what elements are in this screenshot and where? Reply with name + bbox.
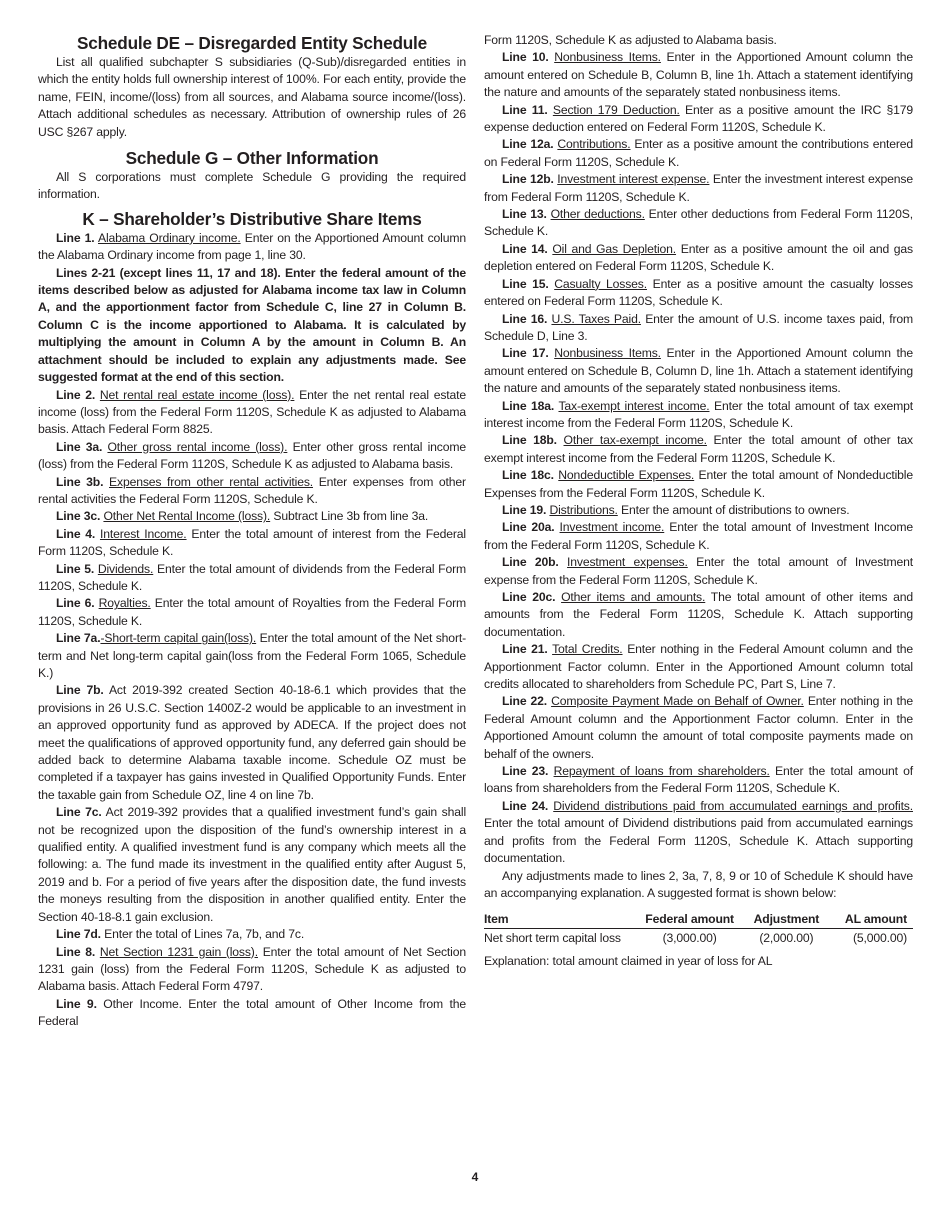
line-title: Net rental real estate income (loss). (99, 387, 295, 402)
line-text: Other Income. Enter the total amount of Other Income from the Federal (38, 996, 467, 1029)
line-label: Line 11. (502, 102, 548, 117)
line-label: Line 20c. (502, 590, 556, 604)
table-header-item: Item (484, 912, 509, 927)
line-label: Line 2. (56, 387, 96, 402)
line-10 (484, 49, 913, 101)
line-7d (38, 926, 466, 943)
line-title: Interest Income. (99, 526, 187, 541)
line-3a (38, 439, 466, 474)
line-label: Line 12b. (502, 172, 554, 187)
line-text: Enter as a positive amount the casualty losses entered on Federal Form 1120S, Schedule K. (484, 276, 913, 309)
line-label: Line 10. (502, 50, 549, 65)
line-23 (484, 763, 913, 798)
line-text: Enter in the Apportioned Amount column the amount entered on Schedule B, Column D, line 1h. Attach a statement identifying the nature and amounts of the separately stated nonbusiness items. (484, 346, 913, 396)
lines-2-21-instructions: Lines 2-21 (except lines 11, 17 and 18). Enter the federal amount of the items described below as adjusted for Alabama income tax law in Column A, and the apportionment factor from Schedule C, line 27 in Column B. Column C is the income apportioned to Alabama. It is calculated by multiplying the amount in Column A by the amount in Column B. An attachment should be included to explain any adjustments made. See suggested format at the end of this section. (38, 265, 466, 385)
line-text: The total amount of other items and amounts from the Federal Form 1120S, Schedule K. Attach supporting documentation. (484, 590, 913, 639)
line-title: Oil and Gas Depletion. (552, 241, 677, 256)
line-22 (484, 693, 913, 763)
line-title: -Short-term capital gain(loss). (100, 631, 257, 646)
line-label: Line 3b. (56, 474, 104, 489)
line-text: Enter in the Apportioned Amount column the amount entered on Schedule B, Column B, line 1h. Attach a statement identifying the nature and amounts of the separately stated nonbusiness items. (484, 50, 913, 100)
line-text: Enter the net rental real estate income (loss) from the Federal Form 1120S, Schedule K as adjusted to Alabama basis. Attach Federal Form 8825. (38, 387, 466, 437)
line-label: Line 7d. (56, 927, 101, 942)
line-label: Line 7a. (56, 631, 101, 646)
line-label: Line 1. (56, 230, 95, 245)
line-3c (38, 508, 466, 525)
line-title: Tax-exempt interest income. (558, 398, 710, 413)
line-text: Enter the total amount of dividends from the Federal Form 1120S, Schedule K. (38, 561, 466, 593)
line-20b (484, 554, 913, 589)
line-label: Line 6. (56, 596, 95, 611)
line-19 (484, 502, 913, 519)
table-header-federal-amount: Federal amount (645, 912, 734, 927)
line-title: Net Section 1231 gain (loss). (99, 944, 258, 959)
line-text: Enter the total amount of Investment expense from the Federal Form 1120S, Schedule K. (484, 555, 913, 587)
line-label: Line 7c. (56, 805, 102, 820)
line-text: Enter the total amount of Dividend distributions paid from accumulated earnings and profits from the Federal Form 1120S, Schedule K. Attach supporting documentation. (484, 816, 913, 866)
line-20c (484, 589, 913, 641)
line-text: Enter the total amount of other tax exempt interest income from the Federal Form 1120S, Schedule K. (484, 433, 913, 465)
schedule-k-title: K – Shareholder’s Distributive Share Items (82, 208, 422, 229)
line-5 (38, 561, 466, 596)
page-number: 4 (471, 1170, 479, 1184)
line-label: Line 22. (502, 694, 548, 709)
left-column (38, 32, 466, 1031)
line-9-continued: Form 1120S, Schedule K as adjusted to Alabama basis. (484, 33, 777, 47)
line-7c (38, 804, 466, 926)
line-text: Enter as a positive amount the contributions entered on Federal Form 1120S, Schedule K. (484, 137, 913, 169)
line-label: Line 9. (56, 996, 97, 1011)
line-title: Other items and amounts. (561, 590, 706, 604)
line-2 (38, 387, 466, 439)
line-label: Line 23. (502, 764, 549, 779)
line-title: Total Credits. (552, 642, 623, 657)
table-header-row (484, 910, 913, 929)
line-title: Casualty Losses. (554, 276, 647, 291)
line-text: Enter nothing in the Federal Amount column and the Apportionment Factor column. Enter in the Apportioned Amount column total credits allocated to shareholders from Schedule PC, Part S, Line 7. (484, 642, 913, 692)
line-text: Enter the total amount of the Net short-term and Net long-term capital gain(loss from the Federal Form 1065, Schedule K.) (38, 631, 466, 680)
line-title: Repayment of loans from shareholders. (553, 764, 770, 779)
line-title: Other Net Rental Income (loss). (103, 509, 271, 524)
line-12b (484, 171, 913, 206)
adjustment-example-table (484, 910, 913, 947)
line-label: Line 24. (502, 798, 549, 813)
line-text: Enter the total of Lines 7a, 7b, and 7c. (100, 927, 305, 942)
line-label: Line 3c. (56, 509, 101, 524)
line-text: Act 2019-392 created Section 40-18-6.1 which provides that the provisions in 26 U.S.C. Section 1400Z-2 would be applicable to an investment in an approved opportunity fund as approved by ADECA. If the project does not meet the qualifications of approved opportunity fund, any deferred gain should be added back to determine Alabama taxable income. Schedule OZ must be completed if a taxpayer has gains invested in Qualified Opportunity Funds. Enter the taxable gain from Schedule OZ, line 4 on line 7b. (38, 683, 466, 802)
line-6 (38, 595, 466, 630)
line-label: Line 13. (502, 207, 547, 222)
line-label: Line 4. (56, 526, 96, 541)
line-24 (484, 798, 913, 868)
table-cell-item: Net short term capital loss (484, 931, 621, 946)
line-title: Contributions. (557, 137, 631, 152)
line-text: Enter other gross rental income (loss) from the Federal Form 1120S, Schedule K as adjusted to Alabama basis. (38, 439, 466, 472)
line-7b (38, 682, 466, 804)
line-title: Other tax-exempt income. (563, 433, 707, 448)
line-title: Composite Payment Made on Behalf of Owner. (551, 694, 804, 709)
line-label: Line 18c. (502, 468, 554, 483)
line-label: Line 18a. (502, 398, 555, 413)
schedule-g-title: Schedule G – Other Information (125, 148, 379, 169)
line-7a (38, 630, 466, 682)
line-title: Distributions. (549, 502, 618, 517)
line-text: Enter the amount of U.S. income taxes paid, from Schedule D, Line 3. (484, 311, 913, 343)
line-13 (484, 206, 913, 241)
line-text: Enter other deductions from Federal Form 1120S, Schedule K. (484, 207, 914, 239)
line-title: Investment interest expense. (557, 172, 710, 187)
line-text: Enter the total amount of Royalties from the Federal Form 1120S, Schedule K. (38, 596, 466, 628)
explanation: Explanation: total amount claimed in year of loss for AL (484, 954, 773, 969)
line-text: Enter the total amount of Investment Income from the Federal Form 1120S, Schedule K. (484, 520, 913, 552)
line-title: Section 179 Deduction. (552, 102, 680, 117)
schedule-de-title: Schedule DE – Disregarded Entity Schedule (77, 33, 427, 53)
line-text: Enter nothing in the Federal Amount column and the Apportionment Factor column. Enter in the Apportioned Amount column the amount of total composite payments made on behalf of the owners. (484, 694, 913, 761)
line-text: Subtract Line 3b from line 3a. (270, 509, 429, 524)
line-9 (38, 996, 466, 1031)
line-label: Line 18b. (502, 433, 557, 448)
table-cell-adjustment: (2,000.00) (759, 931, 814, 946)
line-18c (484, 467, 913, 502)
line-title: Other deductions. (550, 207, 645, 222)
line-title: U.S. Taxes Paid. (551, 311, 641, 326)
line-16 (484, 311, 913, 346)
line-text: Enter the total amount of Nondeductible Expenses from the Federal Form 1120S, Schedule K. (484, 468, 913, 500)
right-column (484, 32, 913, 971)
line-3b (38, 474, 466, 509)
line-20a (484, 519, 913, 554)
adjustments-note: Any adjustments made to lines 2, 3a, 7, 8, 9 or 10 of Schedule K should have an accompanying explanation. A suggested format is shown below: (484, 868, 913, 900)
line-12a (484, 136, 913, 171)
line-text: Enter the total amount of tax exempt interest income from the Federal Form 1120S, Schedule K. (484, 398, 914, 430)
line-title: Dividends. (97, 561, 154, 576)
line-15 (484, 276, 913, 311)
line-label: Line 3a. (56, 439, 103, 454)
line-title: Investment income. (559, 520, 665, 535)
table-row (484, 929, 913, 948)
line-title: Nonbusiness Items. (554, 50, 661, 65)
line-label: Line 20b. (502, 555, 559, 570)
line-text: Enter the amount of distributions to owners. (617, 502, 850, 517)
schedule-de-body: List all qualified subchapter S subsidiaries (Q-Sub)/disregarded entities in which the entity holds full ownership interest of 100%. For each entity, provide the name, FEIN, income/(loss) from all sources, and Alabama source income/(loss). Attach additional schedules as necessary. Attribution of ownership rules of 26 USC §267 apply. (38, 55, 466, 139)
line-text: Enter as a positive amount the oil and gas depletion entered on Federal Form 1120S, Schedule K. (484, 241, 913, 274)
line-label: Line 15. (502, 276, 549, 291)
line-18a (484, 398, 913, 433)
line-label: Line 5. (56, 561, 95, 576)
line-label: Line 7b. (56, 683, 104, 698)
line-title: Expenses from other rental activities. (109, 474, 313, 489)
line-4 (38, 526, 466, 561)
line-label: Line 20a. (502, 520, 555, 535)
line-label: Line 19. (502, 502, 547, 517)
line-title: Nonbusiness Items. (554, 346, 661, 361)
line-1 (38, 230, 466, 265)
table-header-adjustment: Adjustment (753, 912, 820, 927)
line-label: Line 12a. (502, 137, 554, 152)
line-11 (484, 102, 913, 137)
line-title: Other gross rental income (loss). (107, 439, 288, 454)
line-label: Line 14. (502, 241, 548, 256)
line-label: Line 21. (502, 642, 548, 657)
line-label: Line 8. (56, 944, 96, 959)
line-title: Dividend distributions paid from accumulated earnings and profits. (553, 798, 913, 813)
line-8 (38, 944, 466, 996)
line-label: Line 16. (502, 311, 548, 326)
line-18b (484, 432, 913, 467)
line-text: Enter as a positive amount the IRC §179 expense deduction entered on Federal Form 1120S, Schedule K. (484, 102, 913, 135)
line-text: Enter the investment interest expense from Federal Form 1120S, Schedule K. (484, 172, 913, 204)
line-text: Enter on the Apportioned Amount column the Alabama Ordinary income from page 1, line 30. (38, 230, 466, 263)
table-cell-al-amount: (5,000.00) (852, 931, 907, 946)
line-text: Enter the total amount of interest from the Federal Form 1120S, Schedule K. (38, 526, 466, 559)
line-title: Alabama Ordinary income. (98, 230, 241, 245)
line-title: Investment expenses. (567, 555, 688, 570)
table-header-al-amount: AL amount (844, 912, 907, 927)
schedule-g-body: All S corporations must complete Schedule G providing the required information. (38, 170, 466, 202)
line-title: Royalties. (98, 596, 151, 611)
line-text: Enter expenses from other rental activities the Federal Form 1120S, Schedule K. (38, 474, 466, 506)
line-text: Enter the total amount of loans from shareholders from the Federal Form 1120S, Schedule K. (484, 764, 913, 796)
line-14 (484, 241, 913, 276)
line-17 (484, 345, 913, 397)
line-title: Nondeductible Expenses. (558, 468, 695, 483)
line-text: Act 2019-392 provides that a qualified investment fund’s gain shall not be recognized upon the disposition of the fund’s ownership interest in a qualified entity. A qualified investment fund is any company which meets all the following: a. The fund made its investment in the qualified entity after August 5, 2019 and b. For a period of five years after the disposition date, the fund invests the moneys resulting from the disposition in another qualified entity. Enter the Section 40-18-8.1 gain exclusion. (38, 805, 467, 924)
line-21 (484, 641, 913, 693)
table-cell-federal-amount: (3,000.00) (662, 931, 717, 946)
line-label: Line 17. (502, 346, 549, 361)
line-text: Enter the total amount of Net Section 1231 gain (loss) from the Federal Form 1120S, Schedule K as adjusted to Alabama basis. Attach Federal Form 4797. (38, 944, 466, 994)
